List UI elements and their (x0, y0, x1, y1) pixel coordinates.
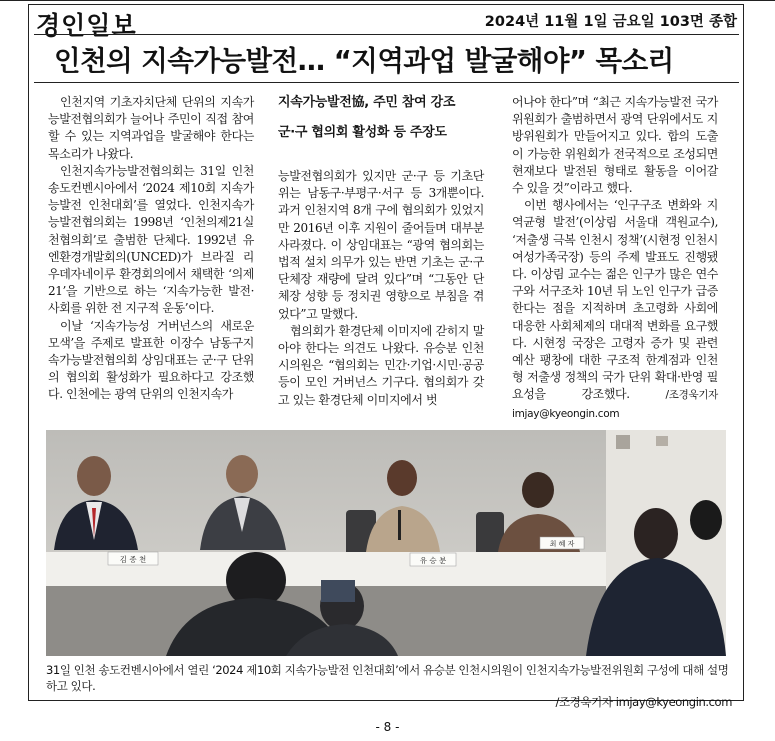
masthead-logo: 경인일보 (36, 11, 137, 40)
headline-rule (34, 82, 739, 83)
nameplate-3: 최 혜 자 (549, 540, 575, 548)
page-number: - 8 - (375, 720, 400, 734)
article-column-1 (48, 94, 254, 404)
article-headline: 인천의 지속가능발전… “지역과업 발굴해야” 목소리 (54, 45, 674, 77)
photo-caption (46, 662, 732, 710)
photo-credit: /조경욱기자 imjay@kyeongin.com (555, 695, 732, 709)
photo-illustration (46, 430, 726, 656)
paragraph: 이번 행사에서는 ‘인구구조 변화와 지역균형 발전’(이상림 서울대 객원교수), ‘저출생 극복 인천시 정책’(시현정 인천시 여성가족국장) 등의 주제 발표도 진행됐다. 이상림 교수는 젊은 인구가 많은 연수구와 서구조차 10년 뒤 노인 인구가 급증한다는 점을 지적하며 초고령화 사회에 대응한 사회체제의 대대적 변화를 요구했다. 시현정 국장은 고령자 증가 및 관련 예산 팽창에 대한 구조적 한계점과 인천형 저출생 정책의 국가 단위 확대·반영 필요성을 강조했다. /조경욱기자 imjay@kyeongin.com (512, 198, 718, 420)
nameplate-1: 김 종 천 (119, 555, 147, 564)
paragraph: 능발전협의회가 있지만 군·구 등 기초단위는 남동구·부평구·서구 등 3개뿐이다. 과거 인천지역 8개 구에 협의회가 있었지만 2016년 이후 지원이 줄어들며 대부분 사라졌다. 이 상임대표는 “광역 협의회는 법적 설치 의무가 있는 반면 기초는 군·구 단체장 재량에 달려 있다”며 “그동안 단체장 성향 등 정치권 영향으로 부침을 겪었다”고 말했다. (278, 169, 484, 321)
paragraph: 이날 ‘지속가능성 거버넌스의 새로운 모색’을 주제로 발표한 이장수 남동구지속가능발전협의회 상임대표는 군·구 단위의 협의회 활성화가 필요하다고 강조했다. 인천에는 광역 단위의 인천지속가 (48, 318, 254, 402)
article-column-3 (512, 94, 718, 423)
subheadline-2: 군·구 협의회 활성화 등 주장도 (278, 125, 447, 140)
paragraph: 협의회가 환경단체 이미지에 갇히지 말아야 한다는 의견도 나왔다. 유승분 인천시의원은 “협의회는 민간·기업·시민·공공 등이 모인 거버넌스 기구다. 협의회가 갖고 있는 환경단체 이미지에서 벗 (278, 323, 484, 407)
reporter-byline: /조경욱기자 imjay@kyeongin.com (512, 389, 718, 420)
subheadline-1: 지속가능발전協, 주민 참여 강조 (278, 95, 456, 110)
paragraph: 인천지역 기초자치단체 단위의 지속가능발전협의회가 늘어나 주민이 직접 참여할 수 있는 지역과업을 발굴해야 한다는 목소리가 나왔다. (48, 95, 254, 161)
nameplate-2: 유 승 분 (419, 556, 447, 565)
subhead-spacer (278, 142, 484, 168)
dateline: 2024년 11월 1일 금요일 103면 종합 (484, 14, 737, 30)
caption-text: 31일 인천 송도컨벤시아에서 열린 ‘2024 제10회 지속가능발전 인천대회’에서 유승분 인천시의원이 인천지속가능발전위원회 구성에 대해 설명하고 있다. (46, 663, 729, 693)
paragraph: 인천지속가능발전협의회는 31일 인천 송도컨벤시아에서 ‘2024 제10회 지속가능발전 인천대회’를 열었다. 인천지속가능발전협의회는 1998년 ‘인천의제21실천협의회’로 출범한 단체다. 1992년 유엔환경개발회의(UNCED)가 브라질 리우데자네이루 환경회의에서 채택한 ‘의제21’을 기반으로 하는 ‘지속가능한 발전·사회를 위한 전 지구적 운동’이다. (48, 163, 254, 316)
article-photo (46, 430, 726, 656)
masthead-rule (34, 34, 739, 35)
paragraph: 어나야 한다”며 “최근 지속가능발전 국가위원회가 출범하면서 광역 단위에서도 지방위원회가 만들어지고 있다. 합의 도출이 가능한 위원회가 전국적으로 조성되면 현재보다 발전된 형태로 활동을 이어갈 수 있을 것”이라고 했다. (512, 95, 718, 196)
article-column-2 (278, 94, 484, 409)
